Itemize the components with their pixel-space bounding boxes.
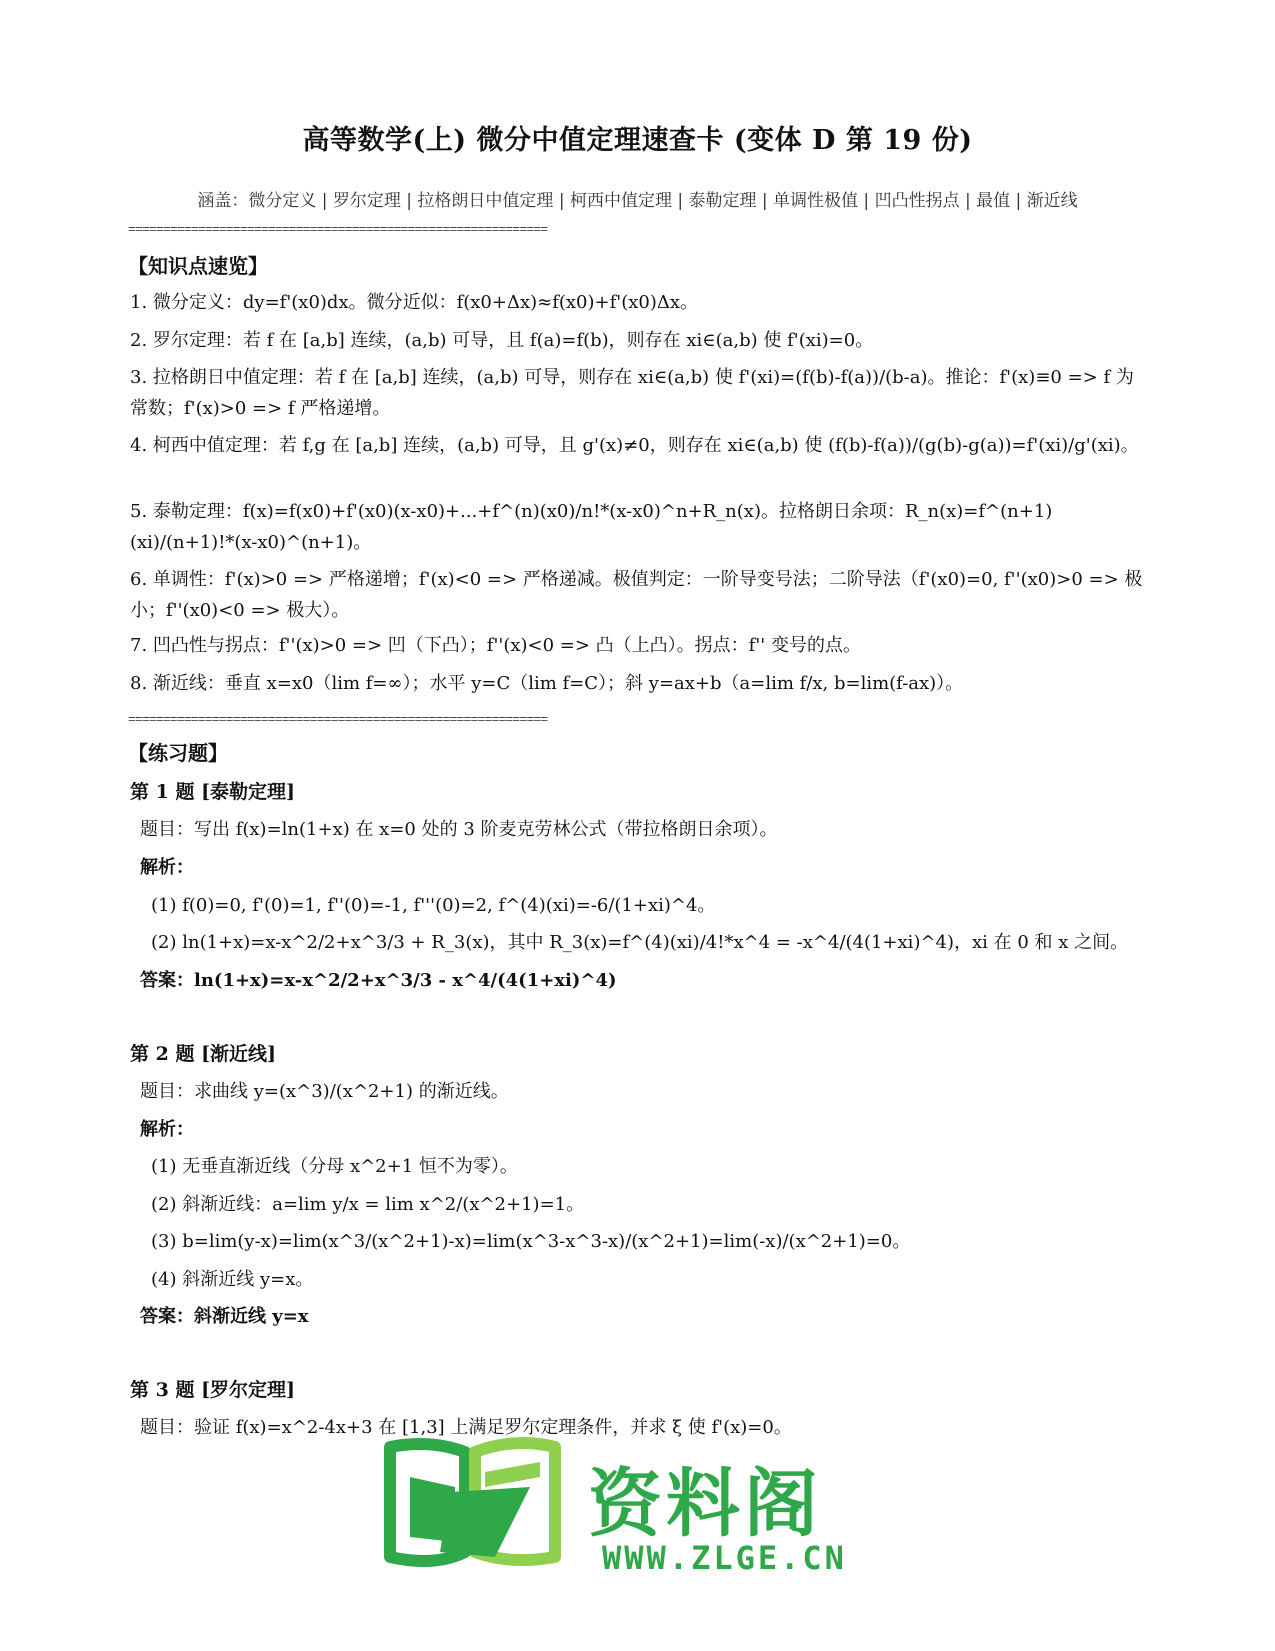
exercise-step: (2) ln(1+x)=x-x^2/2+x^3/3 + R_3(x)，其中 R_3(x)=f^(4)(xi)/4!*x^4 = -x^4/(4(1+xi)^4)，xi 在 0 和 x 之间。: [151, 932, 1129, 953]
knowledge-item: 5. 泰勒定理：f(x)=f(x0)+f'(x0)(x-x0)+...+f^(n)(x0)/n!*(x-x0)^n+R_n(x)。拉格朗日余项：R_n(x)=f^(n+1)(xi)/(n+1)!*(x-x0)^(n+1)。: [130, 501, 1053, 553]
exercise-question: 题目：求曲线 y=(x^3)/(x^2+1) 的渐近线。: [140, 1081, 509, 1102]
knowledge-item: 2. 罗尔定理：若 f 在 [a,b] 连续，(a,b) 可导，且 f(a)=f(b)，则存在 xi∈(a,b) 使 f'(xi)=0。: [130, 330, 874, 351]
book-logo-icon: [380, 1417, 570, 1567]
separator-line: ============================================================: [128, 712, 548, 726]
watermark-logo: [400, 1445, 870, 1595]
exercises-heading: 【练习题】: [128, 741, 228, 765]
exercise-question: 题目：写出 f(x)=ln(1+x) 在 x=0 处的 3 阶麦克劳林公式（带拉格朗日余项）。: [140, 819, 778, 840]
knowledge-item: 4. 柯西中值定理：若 f,g 在 [a,b] 连续，(a,b) 可导，且 g'(x)≠0，则存在 xi∈(a,b) 使 (f(b)-f(a))/(g(b)-g(a))=f'(xi)/g'(xi)。: [130, 435, 1139, 456]
exercise-answer: 答案：ln(1+x)=x-x^2/2+x^3/3 - x^4/(4(1+xi)^4): [140, 970, 617, 991]
exercise-step: (3) b=lim(y-x)=lim(x^3/(x^2+1)-x)=lim(x^3-x^3-x)/(x^2+1)=lim(-x)/(x^2+1)=0。: [151, 1231, 911, 1252]
exercise-step: (2) 斜渐近线：a=lim y/x = lim x^2/(x^2+1)=1。: [151, 1194, 585, 1215]
knowledge-item: 7. 凹凸性与拐点：f''(x)>0 => 凹（下凸）；f''(x)<0 => 凸（上凸）。拐点：f'' 变号的点。: [130, 635, 861, 656]
knowledge-item: 1. 微分定义：dy=f'(x0)dx。微分近似：f(x0+Δx)≈f(x0)+f'(x0)Δx。: [130, 292, 699, 313]
knowledge-item: 6. 单调性：f'(x)>0 => 严格递增；f'(x)<0 => 严格递减。极值判定：一阶导变号法；二阶导法（f'(x0)=0, f''(x0)>0 => 极小；f''(x0)<0 => 极大）。: [130, 569, 1143, 621]
exercise-question: 题目：验证 f(x)=x^2-4x+3 在 [1,3] 上满足罗尔定理条件，并求 ξ 使 f'(x)=0。: [140, 1417, 792, 1438]
exercise-step: (4) 斜渐近线 y=x。: [151, 1269, 314, 1290]
knowledge-item: 3. 拉格朗日中值定理：若 f 在 [a,b] 连续，(a,b) 可导，则存在 xi∈(a,b) 使 f'(xi)=(f(b)-f(a))/(b-a)。推论：f'(x)≡0 => f 为常数；f'(x)>0 => f 严格递增。: [130, 367, 1134, 419]
exercise-analysis-label: 解析：: [140, 857, 194, 878]
page-subtitle: 涵盖：微分定义 | 罗尔定理 | 拉格朗日中值定理 | 柯西中值定理 | 泰勒定理 | 单调性极值 | 凹凸性拐点 | 最值 | 渐近线: [197, 191, 1078, 211]
exercise-analysis-label: 解析：: [140, 1119, 194, 1140]
exercise-title: 第 2 题 [渐近线]: [130, 1043, 277, 1065]
exercise-answer: 答案：斜渐近线 y=x: [140, 1306, 309, 1327]
page-title: 高等数学(上) 微分中值定理速查卡 (变体 D 第 19 份): [302, 125, 973, 156]
exercise-step: (1) f(0)=0, f'(0)=1, f''(0)=-1, f'''(0)=2, f^(4)(xi)=-6/(1+xi)^4。: [151, 895, 716, 916]
watermark-brand-url: WWW.ZLGE.CN: [602, 1539, 847, 1577]
knowledge-heading: 【知识点速览】: [128, 254, 268, 278]
separator-line: ============================================================: [128, 222, 548, 236]
knowledge-item: 8. 渐近线：垂直 x=x0（lim f=∞）；水平 y=C（lim f=C）；斜 y=ax+b（a=lim f/x, b=lim(f-ax)）。: [130, 673, 964, 694]
watermark-brand-cn: 资料阁: [588, 1461, 822, 1547]
exercise-title: 第 3 题 [罗尔定理]: [130, 1379, 296, 1401]
exercise-title: 第 1 题 [泰勒定理]: [130, 781, 296, 803]
exercise-step: (1) 无垂直渐近线（分母 x^2+1 恒不为零）。: [151, 1156, 518, 1177]
